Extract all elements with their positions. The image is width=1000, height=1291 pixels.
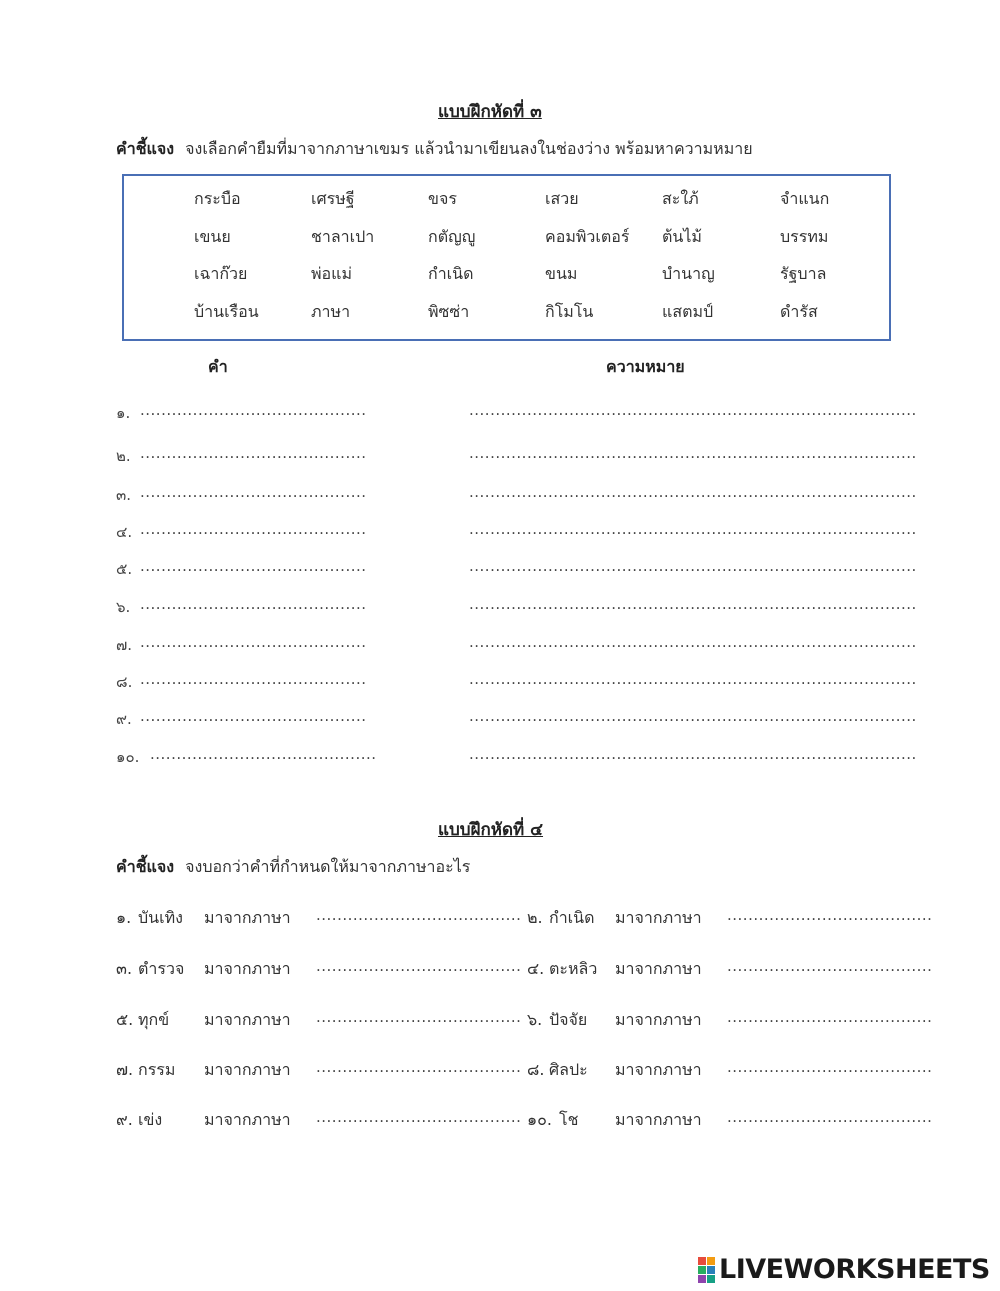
word-bank-item: เศรษฐี [311,189,355,208]
answer-row-number: ๓. [116,486,132,504]
origin-item-word: บันเทิง [138,908,183,927]
word-bank-item: กำเนิด [428,264,474,283]
word-answer-blank[interactable]: ........................................... [140,707,367,725]
word-bank-item: ขนม [545,264,578,283]
origin-from-label: มาจากภาษา [204,1060,291,1079]
origin-answer-blank[interactable]: ....................................... [316,1108,522,1126]
origin-item-number: ๑๐. [527,1110,553,1129]
word-answer-blank[interactable]: ........................................... [140,520,367,538]
word-answer-blank[interactable]: ........................................... [140,483,367,501]
origin-from-label: มาจากภาษา [204,959,291,978]
origin-item-number: ๑. [116,908,132,927]
origin-from-label: มาจากภาษา [615,1060,702,1079]
column-header-word: คำ [208,357,228,376]
origin-answer-blank[interactable]: ....................................... [316,906,522,924]
word-bank-item: แสตมป์ [662,302,714,321]
origin-item-number: ๙. [116,1110,133,1129]
word-bank-item: ภาษา [311,302,351,321]
answer-row-number: ๒. [116,447,131,465]
word-answer-blank[interactable]: ........................................... [140,444,367,462]
meaning-answer-blank[interactable]: ..................................................................................... [469,557,917,575]
exercise3-instruction [116,137,753,162]
word-bank-item: เสวย [545,189,579,208]
origin-answer-blank[interactable]: ....................................... [727,1108,933,1126]
meaning-answer-blank[interactable]: ..................................................................................... [469,595,917,613]
word-bank-item: ดำรัส [780,302,818,321]
origin-item-word: ปัจจัย [549,1010,588,1029]
word-bank-item: ชาลาเปา [311,227,375,246]
word-bank-item: สะใภ้ [662,189,699,208]
word-bank-item: พ่อแม่ [311,264,353,283]
word-bank-item: รัฐบาล [780,264,827,283]
meaning-answer-blank[interactable]: ..................................................................................... [469,520,917,538]
word-bank-item: เขนย [194,227,231,246]
origin-from-label: มาจากภาษา [615,959,702,978]
liveworksheets-logo [698,1254,990,1285]
word-bank-item: กระบือ [194,189,241,208]
origin-from-label: มาจากภาษา [204,1110,291,1129]
origin-item-number: ๓. [116,959,133,978]
word-bank-item: บรรทม [780,227,829,246]
word-bank-item: ขจร [428,189,457,208]
origin-answer-blank[interactable]: ....................................... [316,1008,522,1026]
exercise3-title: แบบฝึกหัดที่ ๓ [438,102,542,122]
word-answer-blank[interactable]: ........................................... [140,633,367,651]
word-bank-item: บำนาญ [662,264,715,283]
origin-answer-blank[interactable]: ....................................... [316,1058,522,1076]
meaning-answer-blank[interactable]: ..................................................................................... [469,401,917,419]
word-answer-blank[interactable]: ........................................... [140,401,367,419]
origin-answer-blank[interactable]: ....................................... [727,957,933,975]
answer-row-number: ๙. [116,710,132,728]
instruction-label: คำชี้แจง [116,139,175,158]
origin-item-word: ทุกข์ [138,1010,170,1029]
origin-from-label: มาจากภาษา [615,908,702,927]
logo-icon [698,1257,715,1283]
origin-item-number: ๔. [527,959,545,978]
origin-item-number: ๘. [527,1060,545,1079]
meaning-answer-blank[interactable]: ..................................................................................... [469,633,917,651]
origin-answer-blank[interactable]: ....................................... [727,1058,933,1076]
answer-row-number: ๔. [116,523,133,541]
origin-from-label: มาจากภาษา [204,1010,291,1029]
origin-item-number: ๗. [116,1060,134,1079]
answer-row-number: ๖. [116,598,131,616]
answer-row-number: ๗. [116,636,133,654]
origin-answer-blank[interactable]: ....................................... [316,957,522,975]
word-bank-item: กตัญญู [428,227,476,246]
word-answer-blank[interactable]: ........................................... [140,595,367,613]
answer-row-number: ๘. [116,673,133,691]
word-bank-item: คอมพิวเตอร์ [545,227,630,246]
meaning-answer-blank[interactable]: ..................................................................................... [469,745,917,763]
word-bank-item: บ้านเรือน [194,302,259,321]
origin-item-word: โช [559,1110,579,1129]
meaning-answer-blank[interactable]: ..................................................................................... [469,670,917,688]
answer-row-number: ๕. [116,560,133,578]
logo-text: LIVEWORKSHEETS [719,1254,990,1285]
instruction-text: จงเลือกคำยืมที่มาจากภาษาเขมร แล้วนำมาเขียนลงในช่องว่าง พร้อมหาความหมาย [185,139,753,158]
exercise4-title: แบบฝึกหัดที่ ๔ [438,820,544,840]
origin-item-word: ตำรวจ [138,959,185,978]
word-answer-blank[interactable]: ........................................... [140,557,367,575]
word-answer-blank[interactable]: ........................................... [140,670,367,688]
origin-item-number: ๒. [527,908,543,927]
word-bank-item: กิโมโน [545,302,594,321]
origin-item-word: กรรม [138,1060,176,1079]
exercise4-instruction [116,855,470,880]
column-header-meaning: ความหมาย [606,357,685,376]
answer-row-number: ๑. [116,404,131,422]
answer-row-number: ๑๐. [116,748,140,766]
instruction-label: คำชี้แจง [116,857,175,876]
meaning-answer-blank[interactable]: ..................................................................................... [469,483,917,501]
origin-answer-blank[interactable]: ....................................... [727,906,933,924]
word-bank-item: จำแนก [780,189,830,208]
origin-item-word: กำเนิด [549,908,595,927]
word-bank-item: เฉาก๊วย [194,264,248,283]
meaning-answer-blank[interactable]: ..................................................................................... [469,707,917,725]
word-bank-item: ต้นไม้ [662,227,702,246]
origin-answer-blank[interactable]: ....................................... [727,1008,933,1026]
origin-item-word: ตะหลิว [549,959,598,978]
origin-from-label: มาจากภาษา [204,908,291,927]
word-bank-item: พิซซ่า [428,302,470,321]
meaning-answer-blank[interactable]: ..................................................................................... [469,444,917,462]
origin-item-word: เข่ง [138,1110,163,1129]
origin-item-number: ๕. [116,1010,134,1029]
origin-item-word: ศิลปะ [549,1060,588,1079]
word-answer-blank[interactable]: ........................................... [150,745,377,763]
origin-from-label: มาจากภาษา [615,1010,702,1029]
origin-from-label: มาจากภาษา [615,1110,702,1129]
instruction-text: จงบอกว่าคำที่กำหนดให้มาจากภาษาอะไร [185,857,471,876]
origin-item-number: ๖. [527,1010,543,1029]
